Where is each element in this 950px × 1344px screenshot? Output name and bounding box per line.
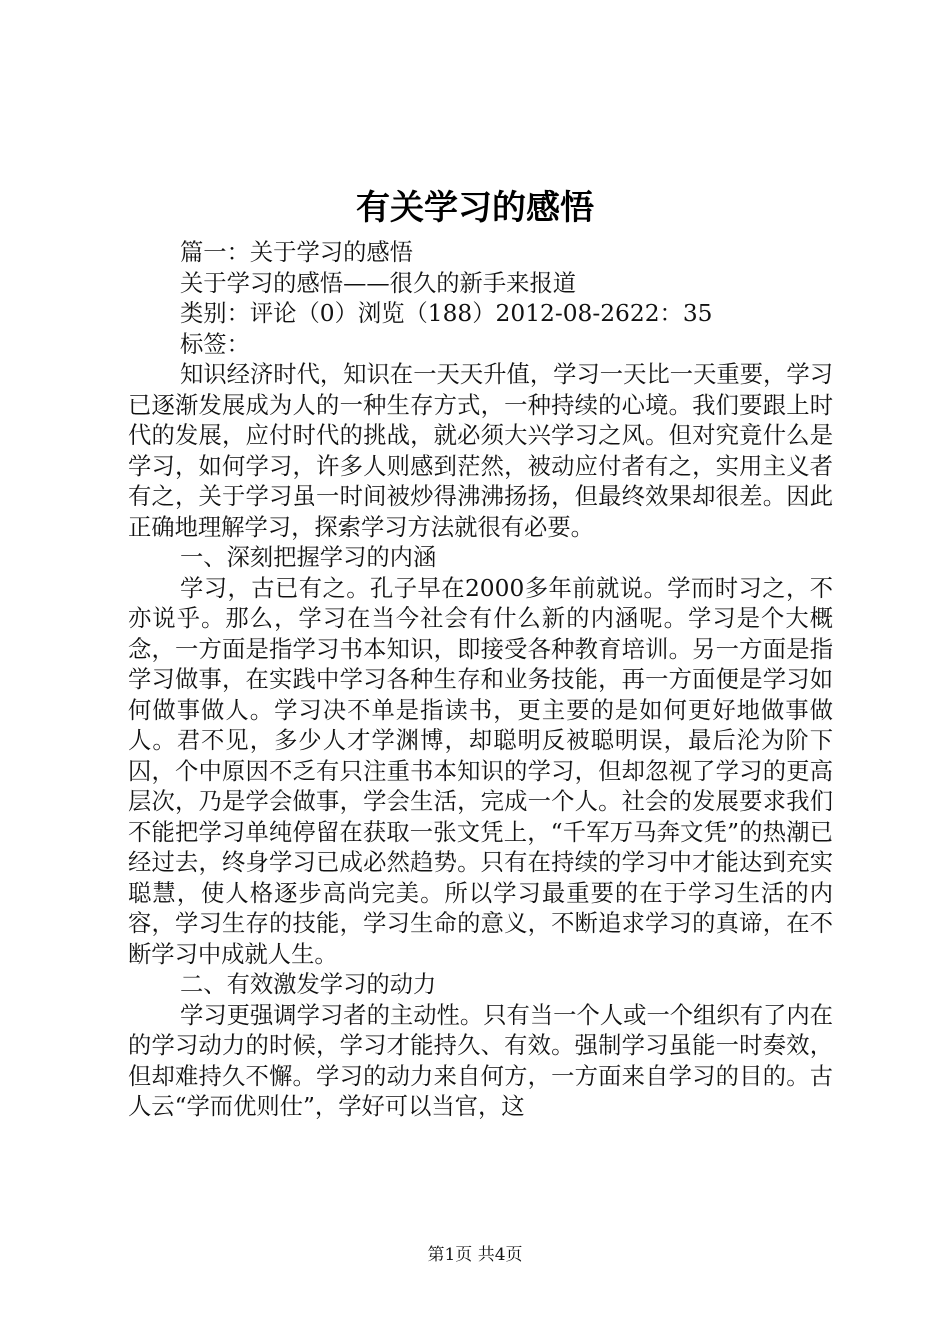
section-heading: 一、深刻把握学习的内涵 bbox=[180, 544, 437, 571]
page-footer: 第1页 共4页 bbox=[427, 1245, 523, 1265]
section-heading: 二、有效激发学习的动力 bbox=[180, 971, 437, 998]
paragraph: 学习，古已有之。孔子早在2000多年前就说。学而时习之，不亦说乎。那么，学习在当今社会有什么新的内涵呢。学习是个大概念，一方面是指学习书本知识，即接受各种教育培训。另一方面是指学习做事，在实践中学习各种生存和业务技能，再一方面便是学习如何做事做人。学习决不单是指读书，更主要的是如何更好地做事做人。君不见，多少人才学渊博，却聪明反被聪明误，最后沦为阶下囚，个中原因不乏有只注重书本知识的学习，但却忽视了学习的更高层次，乃是学会做事，学会生活，完成一个人。社会的发展要求我们不能把学习单纯停留在获取一张文凭上，“千军万马奔文凭”的热潮已经过去，终身学习已成必然趋势。只有在持续的学习中才能达到充实聪慧，使人格逐步高尚完美。所以学习最重要的在于学习生活的内容，学习生存的技能，学习生命的意义，不断追求学习的真谛，在不断学习中成就人生。 bbox=[128, 574, 833, 968]
document-body bbox=[128, 238, 833, 1123]
section-heading: 篇一：关于学习的感悟 bbox=[180, 239, 413, 266]
article-subtitle: 关于学习的感悟——很久的新手来报道 bbox=[180, 269, 577, 297]
article-tags: 标签： bbox=[180, 330, 250, 358]
paragraph: 知识经济时代，知识在一天天升值，学习一天比一天重要，学习已逐渐发展成为人的一种生存方式，一种持续的心境。我们要跟上时代的发展，应付时代的挑战，就必须大兴学习之风。但对究竟什么是学习，如何学习，许多人则感到茫然，被动应付者有之，实用主义者有之，关于学习虽一时间被炒得沸沸扬扬，但最终效果却很差。因此正确地理解学习，探索学习方法就很有必要。 bbox=[128, 361, 833, 541]
document-title: 有关学习的感悟 bbox=[356, 188, 594, 228]
article-meta: 类别：评论（0）浏览（188）2012-08-2622：35 bbox=[180, 300, 713, 327]
paragraph: 学习更强调学习者的主动性。只有当一个人或一个组织有了内在的学习动力的时候，学习才能持久、有效。强制学习虽能一时奏效，但却难持久不懈。学习的动力来自何方，一方面来自学习的目的。古人云“学而优则仕”，学好可以当官，这 bbox=[128, 1001, 833, 1120]
